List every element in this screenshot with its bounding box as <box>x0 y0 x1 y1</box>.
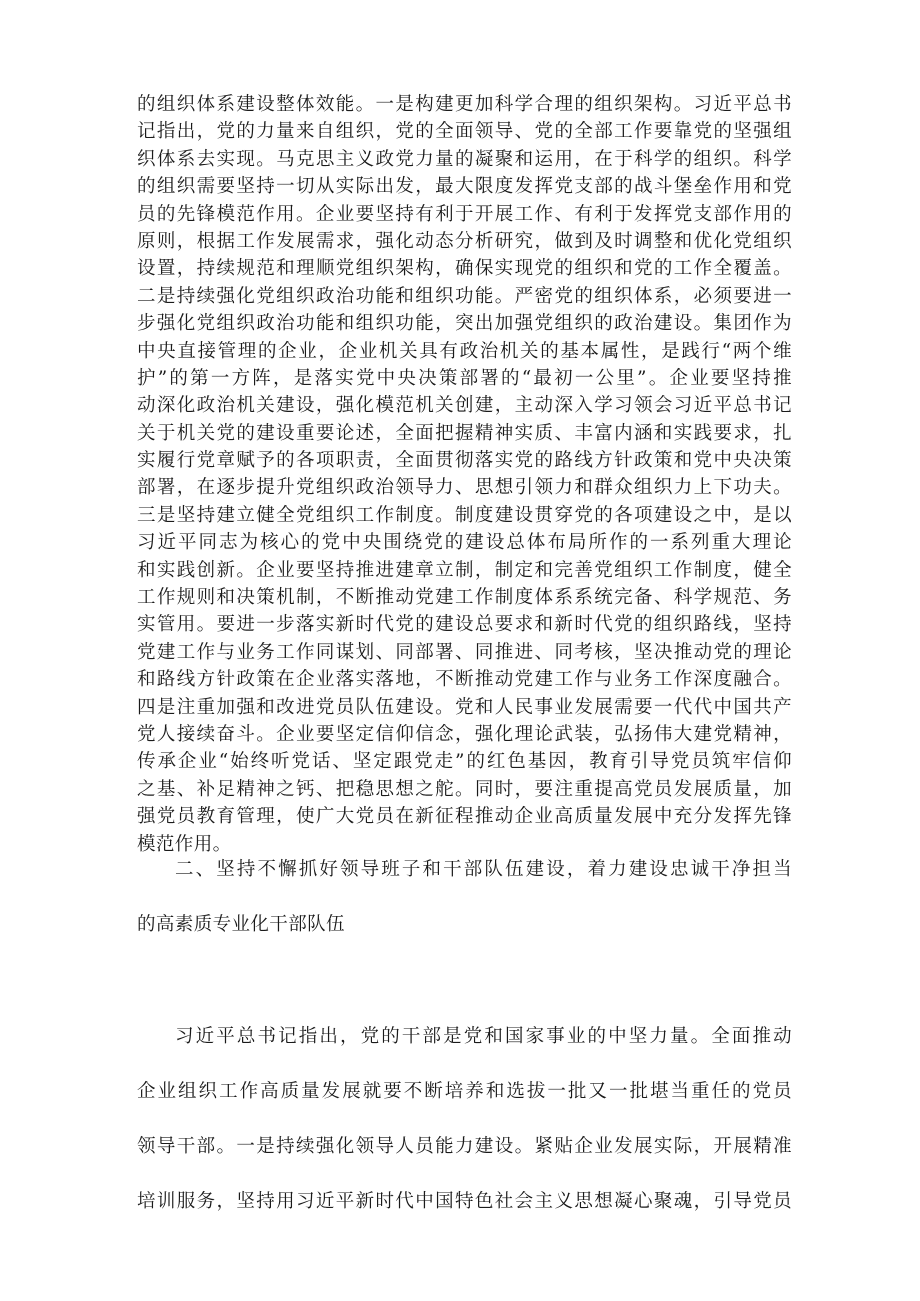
text-line: 护”的第一方阵，是落实党中央决策部署的“最初一公里”。企业要坚持推 <box>137 367 792 389</box>
paragraph-org-system <box>137 91 792 858</box>
text-line: 设置，持续规范和理顺党组织架构，确保实现党的组织和党的工作全覆盖。 <box>137 258 792 280</box>
text-line: 习近平总书记指出，党的干部是党和国家事业的中坚力量。全面推动 <box>175 1026 792 1047</box>
text-line: 动深化政治机关建设，强化模范机关创建，主动深入学习领会习近平总书记 <box>137 395 792 417</box>
text-line: 的组织体系建设整体效能。一是构建更加科学合理的组织架构。习近平总书 <box>137 94 792 115</box>
text-line: 和实践创新。企业要坚持推进建章立制，制定和完善党组织工作制度，健全 <box>137 559 792 581</box>
text-line: 关于机关党的建设重要论述，全面把握精神实质、丰富内涵和实践要求，扎 <box>137 422 792 444</box>
text-line: 部署，在逐步提升党组织政治领导力、思想引领力和群众组织力上下功夫。 <box>137 477 792 499</box>
text-line: 原则，根据工作发展需求，强化动态分析研究，做到及时调整和优化党组织 <box>137 230 792 252</box>
text-line: 培训服务，坚持用习近平新时代中国特色社会主义思想凝心聚魂，引导党员 <box>137 1191 792 1212</box>
text-line: 员的先锋模范作用。企业要坚持有利于开展工作、有利于发挥党支部作用的 <box>137 203 792 225</box>
text-line: 企业组织工作高质量发展就要不断培养和选拔一批又一批堪当重任的党员 <box>137 1081 792 1102</box>
text-line: 强党员教育管理，使广大党员在新征程推动企业高质量发展中充分发挥先锋 <box>137 806 792 828</box>
text-line: 四是注重加强和改进党员队伍建设。党和人民事业发展需要一代代中国共产 <box>137 696 792 718</box>
text-line: 步强化党组织政治功能和组织功能，突出加强党组织的政治建设。集团作为 <box>137 313 792 335</box>
text-line: 记指出，党的力量来自组织，党的全面领导、党的全部工作要靠党的坚强组 <box>137 121 792 143</box>
text-line: 的组织需要坚持一切从实际出发，最大限度发挥党支部的战斗堡垒作用和党 <box>137 176 792 198</box>
text-line: 之基、补足精神之钙、把稳思想之舵。同时，要注重提高党员发展质量，加 <box>137 778 792 800</box>
text-line: 传承企业“始终听党话、坚定跟党走”的红色基因，教育引导党员筑牢信仰 <box>137 751 792 773</box>
text-line: 和路线方针政策在企业落实落地，不断推动党建工作与业务工作深度融合。 <box>137 669 792 691</box>
heading-line: 的高素质专业化干部队伍 <box>137 914 345 935</box>
paragraph-cadre-team <box>137 1009 792 1229</box>
text-line: 织体系去实现。马克思主义政党力量的凝聚和运用，在于科学的组织。科学 <box>137 148 792 170</box>
section-heading <box>137 842 792 952</box>
text-line: 二是持续强化党组织政治功能和组织功能。严密党的组织体系，必须要进一 <box>137 285 792 307</box>
text-line: 中央直接管理的企业，企业机关具有政治机关的基本属性，是践行“两个维 <box>137 340 792 362</box>
text-line: 党人接续奋斗。企业要坚定信仰信念，强化理论武装，弘扬伟大建党精神， <box>137 723 792 745</box>
heading-line: 二、坚持不懈抓好领导班子和干部队伍建设，着力建设忠诚干净担当 <box>175 859 792 880</box>
text-line: 领导干部。一是持续强化领导人员能力建设。紧贴企业发展实际，开展精准 <box>137 1136 792 1157</box>
text-line: 实管用。要进一步落实新时代党的建设总要求和新时代党的组织路线，坚持 <box>137 614 792 636</box>
text-line: 工作规则和决策机制，不断推动党建工作制度体系系统完备、科学规范、务 <box>137 587 792 609</box>
text-line: 模范作用。 <box>137 833 232 855</box>
text-line: 三是坚持建立健全党组织工作制度。制度建设贯穿党的各项建设之中，是以 <box>137 504 792 526</box>
text-line: 实履行党章赋予的各项职责，全面贯彻落实党的路线方针政策和党中央决策 <box>137 450 792 472</box>
text-line: 党建工作与业务工作同谋划、同部署、同推进、同考核，坚决推动党的理论 <box>137 641 792 663</box>
text-line: 习近平同志为核心的党中央围绕党的建设总体布局所作的一系列重大理论 <box>137 532 792 554</box>
